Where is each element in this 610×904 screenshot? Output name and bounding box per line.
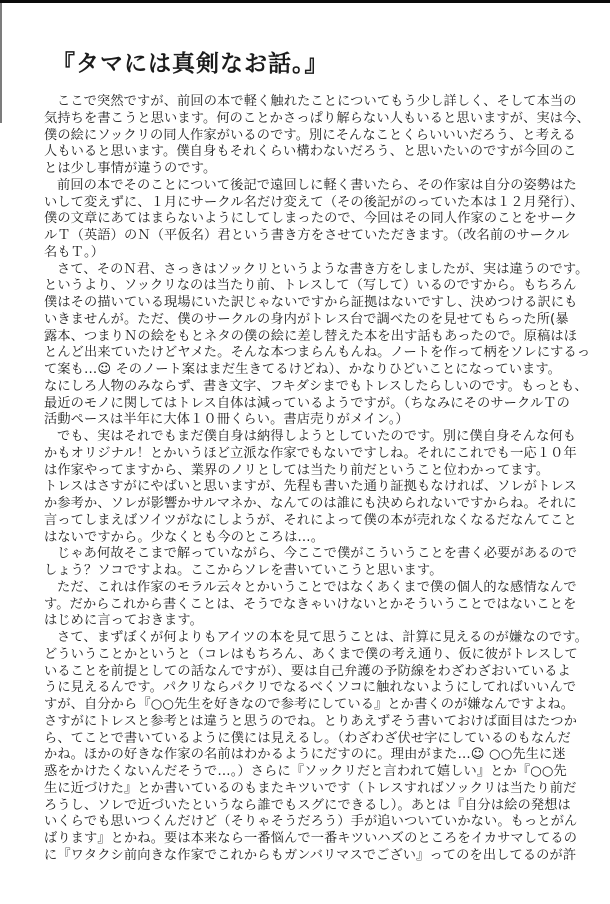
body-text [44, 94, 591, 865]
text-line: いして変えずに、１月にサークル名だけ変えて（その後記がのっていた本は１２月発行）、 [44, 194, 584, 210]
text-line: 僕の絵にソックリの同人作家がいるのです。別にそんなことくらいいいだろう、と考える [44, 127, 576, 143]
text-line: いることを前提としての話なんですが）、要は自己弁護の予防線をわざわざおいているよ [44, 663, 571, 679]
text-line: なにしろ人物のみならず、書き文字、フキダシまでもトレスしたらしいのです。もっとも、 [44, 378, 588, 394]
page-title: 『タマには真剣なお話。』 [52, 51, 329, 77]
text-line: はないですから。少なくとも今のところは…。 [44, 529, 325, 545]
text-line: しょう？ソコですよね。ここからソレを書いていこうと思います。 [44, 563, 443, 578]
text-line: 人もいると思います。僕自身もそれくらい構わないだろう、と思いたいのですが今回のこ [44, 144, 577, 160]
text-line: 気持ちを書こうと思います。何のことかさっぱり解らない人もいると思いますが、実は今、 [44, 110, 590, 126]
text-line: て案も…☺ そのノート案はまだ生きてるけどね）、かなりひどいことになっています。 [44, 362, 562, 377]
text-line: ここで突然ですが、前回の本で軽く触れたことについてもう少し詳しく、そして本当の [57, 94, 577, 109]
text-line: ばります』とかね。要は本来なら一番悩んで一番キツいハズのところをイカサマしてるの [44, 831, 578, 846]
text-line: ルＴ（英語）のＮ（平仮名）君という書き方をさせていただきます。（改名前のサークル [44, 228, 570, 243]
text-line: でも、実はそれでもまだ僕自身は納得しようとしていたのです。別に僕自身そんな何も [57, 429, 577, 444]
text-line: じゃあ何故そこまで解っていながら、今ここで僕がこういうことを書く必要があるので [57, 546, 578, 562]
text-line: いきませんが。ただ、僕のサークルの身内がトレス台で調べたのを見せてもらった所(暴 [44, 311, 569, 327]
text-line: 前回の本でそのことについて後記で遠回しに軽く書いたら、その作家は自分の姿勢はた [57, 177, 577, 193]
text-line: かもオリジナル！とかいうほど立派な作家でもないですしね。それにこれでも一応１０年 [44, 445, 577, 461]
text-line: 僕はその描いている現場にいた訳じゃないですから証拠はないですし、決めつける訳にも [44, 295, 578, 310]
text-line: ただ、これは作家のモラル云々とかいうことではなくあくまで僕の個人的な感情なんで [57, 579, 577, 595]
text-line: 名もＴ。） [44, 244, 105, 260]
text-line: とは少し事情が違うのです。 [44, 161, 217, 176]
text-line: 露本、つまりＮの絵をもとネタの僕の絵に差し替えた本を出す話もあったので。原稿はほ [44, 328, 578, 344]
text-line: 最近のモノに関してはトレス自体は減っているようですが。（ちなみにそのサークルＴの [44, 395, 570, 411]
text-line: に『ワタクシ前向きな作家でこれからもガンバリマスでござい』ってのを出してるのが許 [44, 847, 577, 863]
text-line: 言ってしまえばソイツがなにしようが、それによって僕の本が売れなくなるだなんてこと [44, 512, 577, 528]
text-line: いくらでも思いつくんだけど（そりゃそうだろう）手が追いついていかない。もっとがん [44, 814, 578, 830]
text-line: うに見えるんです。パクリならパクリでなるべくソコに触れないようにしてればいいんで [44, 680, 577, 696]
text-line: さすがにトレスと参考とは違うと思うのでね。とりあえずそう書いておけば面目はたつか [44, 713, 578, 729]
text-line: 活動ペースは半年に大体１０冊くらい。書店売りがメイン。） [44, 412, 409, 428]
text-line: ら、てことで書いているように僕には見えるし。（わざわざ伏せ字にしているのもなんだ [44, 730, 571, 746]
text-line: かね。ほかの好きな作家の名前はわかるようにだすのに。理由がまた…☺ ○○先生に迷 [44, 747, 566, 763]
text-line: というより、ソックリなのは当たり前、トレスして（写して）いるのですから。もちろん [44, 278, 577, 294]
text-line: とんど出来ていたけどヤメた。そんな本つまらんもんね。ノートを作って柄をソレにするっ [44, 345, 591, 361]
text-line: す。だからこれから書くことは、そうでなきゃいけないとかそういうことではないことを [44, 596, 577, 612]
text-line: さて、そのＮ君、さっきはソックリというような書き方をしましたが、実は違うのです。 [57, 261, 589, 277]
text-line: 僕の文章にあてはまらないようにしてしまったので、今回はその同人作家のことをサーク [44, 211, 578, 227]
text-line: どういうことかというと（コレはもちろん、あくまで僕の考え通り、仮に彼がトレスして [44, 646, 578, 662]
text-line: さて、まずぼくが何よりもアイツの本を見て思うことは、計算に見えるのが嫌なのです。 [57, 630, 588, 645]
text-line: トレスはさすがにやばいと思いますが、先程も書いた通り証拠もなければ、ソレがトレス [44, 479, 577, 495]
text-line: すが、自分から『○○先生を好きなので参考にしている』とか書くのが嫌なんですよね。 [44, 697, 575, 712]
text-line: は作家やってますから、業界のノリとしては当たり前だということ位わかってます。 [44, 462, 550, 478]
text-line: か参考か、ソレが影響かサルマネか、なんてのは誰にも決められないですからね。それに [44, 496, 577, 511]
text-line: はじめに言っておきます。 [44, 613, 203, 629]
text-line: ろうし、ソレで近づいたというなら誰でもスグにできるし）。あとは『自分は絵の発想は [44, 797, 571, 813]
text-line: 生に近づけた』とか書いているのもまたキツいです（トレスすればソックリは当たり前だ [44, 780, 577, 796]
text-line: 惑をかけたくないんだそうで…。）さらに『ソックリだと言われて嬉しい』とか『○○先 [44, 764, 567, 779]
